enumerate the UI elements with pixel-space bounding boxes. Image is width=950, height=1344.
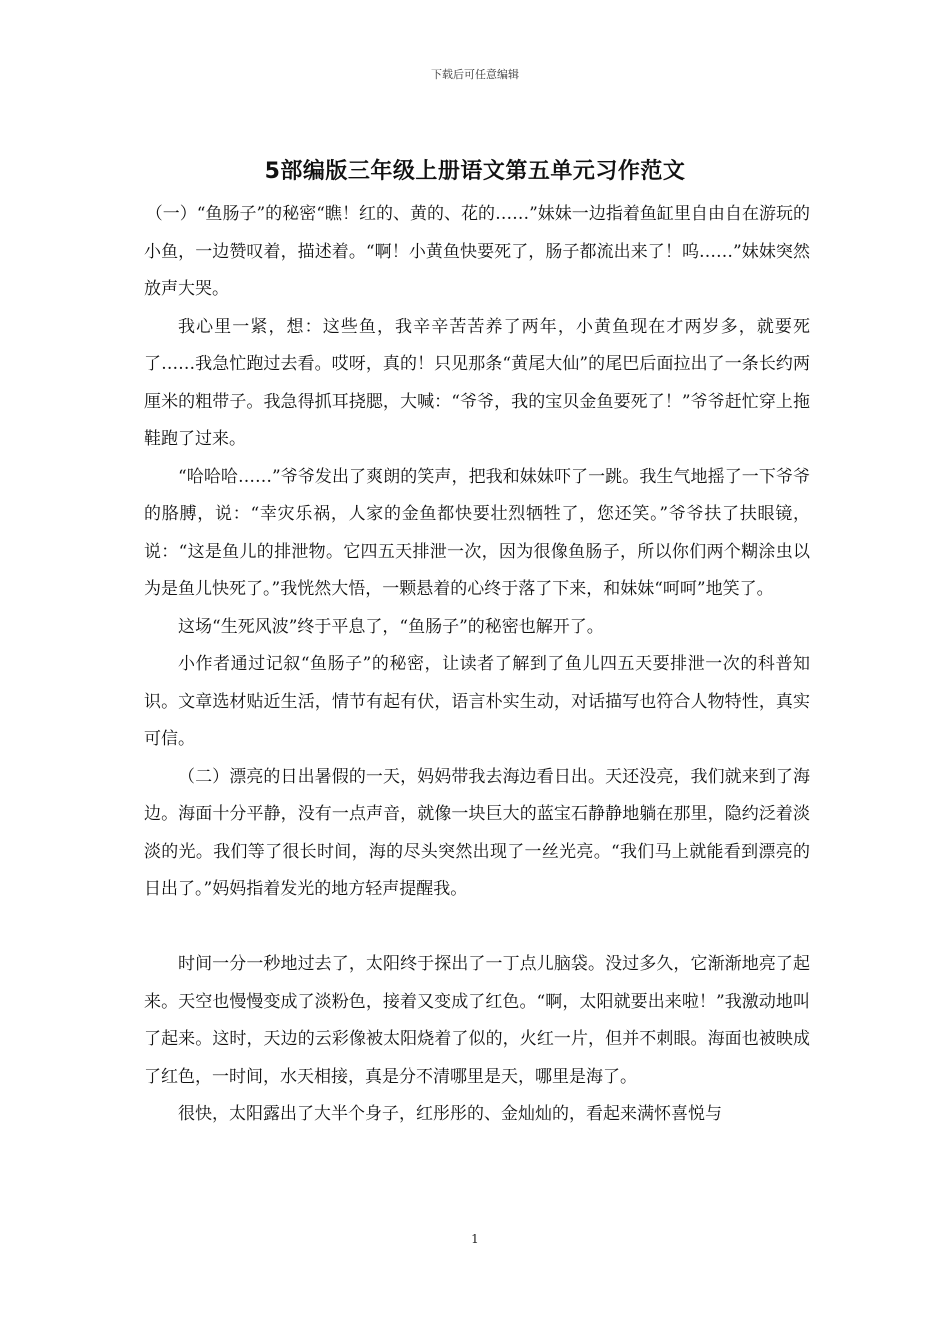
page-number: 1 [471, 1232, 479, 1246]
paragraph-7: 时间一分一秒地过去了，太阳终于探出了一丁点儿脑袋。没过多久，它渐渐地亮了起来。天空也慢慢变成了淡粉色，接着又变成了红色。“啊，太阳就要出来啦！”我激动地叫了起来。这时，天边的云彩像被太阳烧着了似的，火红一片，但并不刺眼。海面也被映成了红色，一时间，水天相接，真是分不清哪里是天，哪里是海了。 [144, 954, 810, 1087]
paragraph-3: “哈哈哈……”爷爷发出了爽朗的笑声，把我和妹妹吓了一跳。我生气地摇了一下爷爷的胳膊，说：“幸灾乐祸，人家的金鱼都快要壮烈牺牲了，您还笑。”爷爷扶了扶眼镜，说：“这是鱼儿的排泄物。它四五天排泄一次，因为很像鱼肠子，所以你们两个糊涂虫以为是鱼儿快死了。”我恍然大悟，一颗悬着的心终于落了下来，和妹妹“呵呵”地笑了。 [144, 466, 810, 599]
paragraph-6: （二）漂亮的日出暑假的一天，妈妈带我去海边看日出。天还没亮，我们就来到了海边。海面十分平静，没有一点声音，就像一块巨大的蓝宝石静静地躺在那里，隐约泛着淡淡的光。我们等了很长时间，海的尽头突然出现了一丝光亮。“我们马上就能看到漂亮的日出了。”妈妈指着发光的地方轻声提醒我。 [144, 766, 810, 899]
paragraph-gap [144, 909, 810, 947]
paragraph-1: （一）“鱼肠子”的秘密“瞧！红的、黄的、花的……”妹妹一边指着鱼缸里自由自在游玩的小鱼，一边赞叹着，描述着。“啊！小黄鱼快要死了，肠子都流出来了！呜……”妹妹突然放声大哭。 [144, 204, 810, 299]
paragraph-5: 小作者通过记叙“鱼肠子”的秘密，让读者了解到了鱼儿四五天要排泄一次的科普知识。文章选材贴近生活，情节有起有伏，语言朴实生动，对话描写也符合人物特性，真实可信。 [144, 654, 810, 749]
paragraph-4: 这场“生死风波”终于平息了，“鱼肠子”的秘密也解开了。 [178, 616, 604, 637]
paragraph-8: 很快，太阳露出了大半个身子，红彤彤的、金灿灿的，看起来满怀喜悦与 [178, 1104, 722, 1124]
page-header: 下载后可任意编辑 [431, 68, 519, 81]
paragraph-2: 我心里一紧，想：这些鱼，我辛辛苦苦养了两年，小黄鱼现在才两岁多，就要死了……我急忙跑过去看。哎呀，真的！只见那条“黄尾大仙”的尾巴后面拉出了一条长约两厘米的粗带子。我急得抓耳挠腮，大喊：“爷爷，我的宝贝金鱼要死了！”爷爷赶忙穿上拖鞋跑了过来。 [144, 316, 810, 449]
document-title: 5部编版三年级上册语文第五单元习作范文 [264, 159, 686, 184]
document-body [144, 196, 810, 1134]
